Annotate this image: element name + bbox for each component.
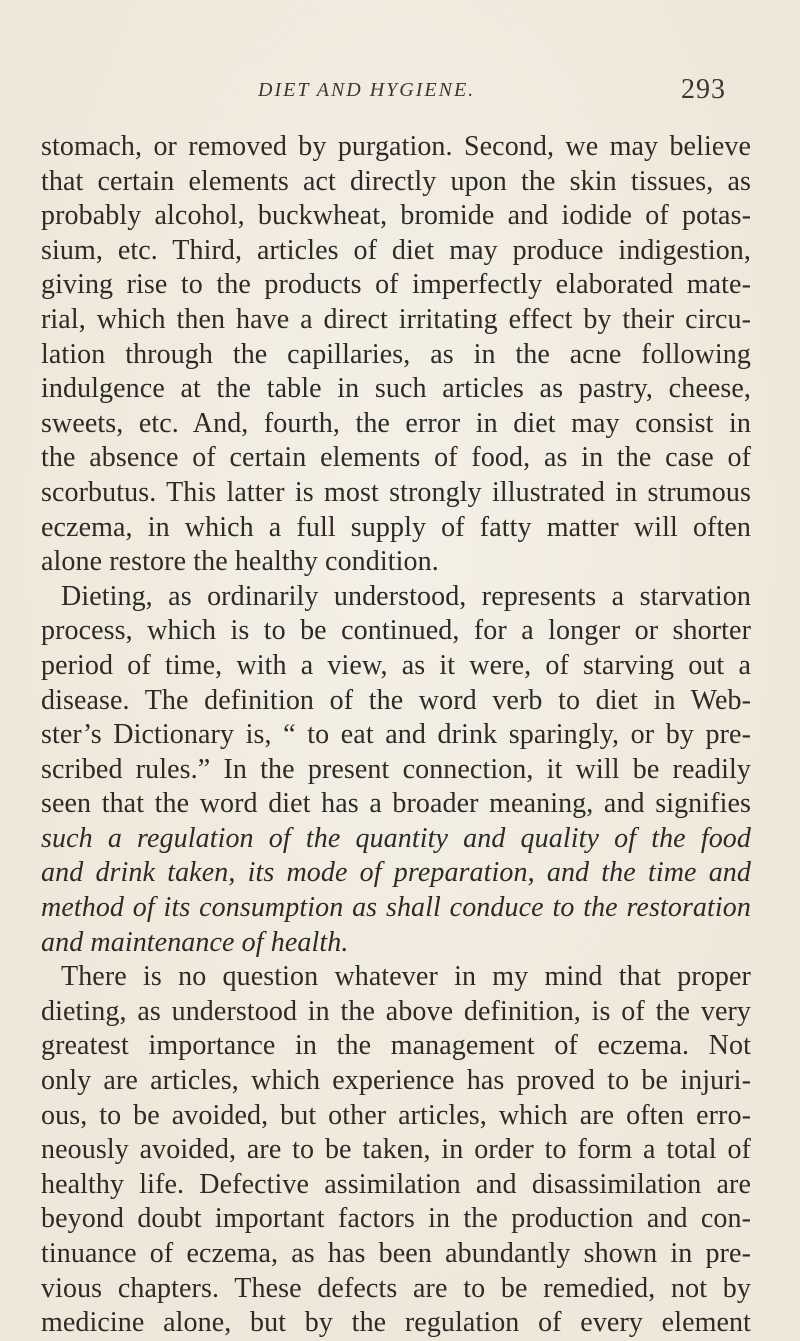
text-line: process, which is to be continued, for a longer or shorter [41, 615, 751, 647]
text-line: sium, etc. Third, articles of diet may produce indigestion, [41, 234, 751, 266]
text-line: eczema, in which a full supply of fatty matter will often [41, 511, 751, 543]
page-number: 293 [681, 74, 726, 105]
text-line: seen that the word diet has a broader meaning, and signifies [41, 788, 751, 820]
paragraph [41, 130, 751, 580]
text-line: tinuance of eczema, as has been abundantly shown in pre- [41, 1238, 751, 1269]
text-line: lation through the capillaries, as in the acne following [41, 338, 751, 370]
text-line: that certain elements act directly upon the skin tissues, as [41, 165, 751, 197]
text-line: dieting, as understood in the above definition, is of the very [41, 995, 751, 1027]
running-head: DIET AND HYGIENE. [258, 79, 476, 101]
text-line: giving rise to the products of imperfectly elaborated mate- [41, 269, 751, 301]
text-line: rial, which then have a direct irritating effect by their circu- [41, 303, 751, 335]
text-line: scorbutus. This latter is most strongly illustrated in strumous [41, 476, 751, 508]
text-line: Dieting, as ordinarily understood, represents a starvation [61, 580, 751, 612]
text-line: scribed rules.” In the present connection, it will be readily [41, 753, 751, 785]
text-line: probably alcohol, buckwheat, bromide and iodide of potas- [41, 200, 751, 232]
text-line: only are articles, which experience has proved to be injuri- [41, 1065, 751, 1097]
text-line: indulgence at the table in such articles as pastry, cheese, [41, 373, 751, 405]
text-line: sweets, etc. And, fourth, the error in diet may consist in [41, 407, 751, 439]
text-line: disease. The definition of the word verb to diet in Web- [41, 684, 751, 716]
text-line: vious chapters. These defects are to be remedied, not by [41, 1272, 751, 1304]
text-line: period of time, with a view, as it were, of starving out a [41, 649, 751, 681]
text-line: healthy life. Defective assimilation and disassimilation are [41, 1168, 751, 1200]
text-line: medicine alone, but by the regulation of every element [41, 1307, 751, 1339]
paragraph [41, 960, 751, 1341]
text-line: ster’s Dictionary is, “ to eat and drink sparingly, or by pre- [41, 719, 751, 751]
text-line: method of its consumption as shall conduce to the restoration [41, 892, 751, 924]
text-line: greatest importance in the management of eczema. Not [41, 1030, 751, 1062]
text-line: ous, to be avoided, but other articles, which are often erro- [41, 1099, 751, 1131]
text-line: There is no question whatever in my mind that proper [61, 961, 751, 993]
body-text [41, 130, 751, 1341]
paragraph [41, 580, 751, 961]
text-line: and drink taken, its mode of preparation, and the time and [41, 857, 751, 889]
text-line: neously avoided, are to be taken, in order to form a total of [41, 1134, 751, 1166]
text-line: and maintenance of health. [41, 926, 349, 958]
text-line: the absence of certain elements of food, as in the case of [41, 442, 751, 474]
text-line: stomach, or removed by purgation. Second, we may believe [41, 131, 751, 162]
text-line: beyond doubt important factors in the production and con- [41, 1203, 751, 1235]
text-line: such a regulation of the quantity and quality of the food [41, 822, 751, 854]
text-line: alone restore the healthy condition. [41, 546, 439, 578]
